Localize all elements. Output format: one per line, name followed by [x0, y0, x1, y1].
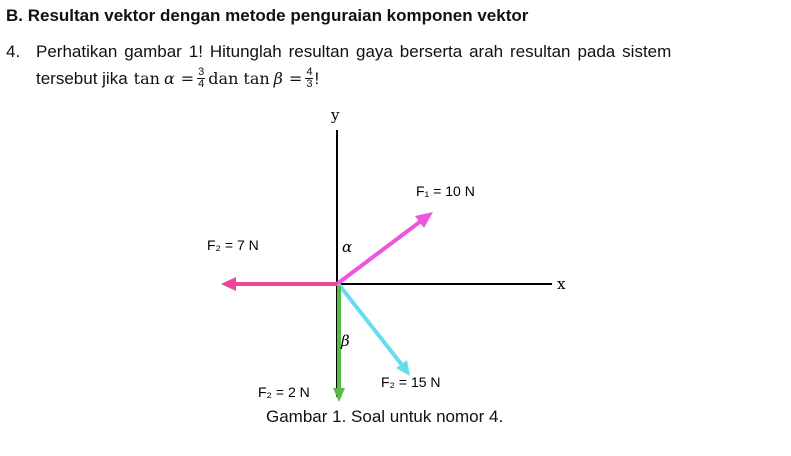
x-axis-label: x — [557, 275, 566, 293]
vector-f2-down-label: F₂ = 2 N — [258, 384, 310, 400]
vector-f2-left-label: F₂ = 7 N — [207, 237, 259, 253]
alpha-angle-label: α — [342, 238, 353, 256]
equals-sign-beta: = — [288, 69, 303, 88]
vector-f2-left-head — [221, 277, 236, 291]
y-axis-label: y — [331, 106, 340, 124]
alpha-symbol: α — [163, 69, 175, 88]
tan-beta-label: tan — [243, 69, 270, 88]
tan-alpha-numerator: 3 — [198, 66, 205, 78]
tan-alpha-label: tan — [133, 69, 160, 88]
tan-alpha-denominator: 4 — [198, 78, 205, 90]
figure-caption: Gambar 1. Soal untuk nomor 4. — [266, 407, 504, 426]
tan-beta-numerator: 4 — [306, 66, 313, 78]
beta-angle-label: β — [341, 332, 350, 350]
question-text-prefix: tersebut jika — [36, 69, 128, 88]
question-text-line-1: Perhatikan gambar 1! Hitunglah resultan gaya berserta arah resultan pada sistem — [36, 42, 672, 61]
vector-f2-down-right-label: F₂ = 15 N — [381, 374, 441, 390]
question-number: 4. — [6, 42, 21, 61]
section-heading: B. Resultan vektor dengan metode penguraian komponen vektor — [6, 6, 529, 25]
equals-sign-alpha: = — [180, 69, 195, 88]
beta-symbol: β — [273, 69, 283, 88]
connector-word: dan — [208, 69, 239, 88]
vector-f2-left-arrow — [221, 277, 337, 291]
tan-beta-denominator: 3 — [306, 78, 313, 90]
end-mark: ! — [314, 69, 320, 88]
vector-f2-down-right-shaft — [340, 286, 402, 365]
vector-f2-down-right-arrow — [340, 286, 410, 376]
vector-f2-down-head — [333, 388, 345, 402]
vector-f1-label: F₁ = 10 N — [416, 183, 475, 199]
